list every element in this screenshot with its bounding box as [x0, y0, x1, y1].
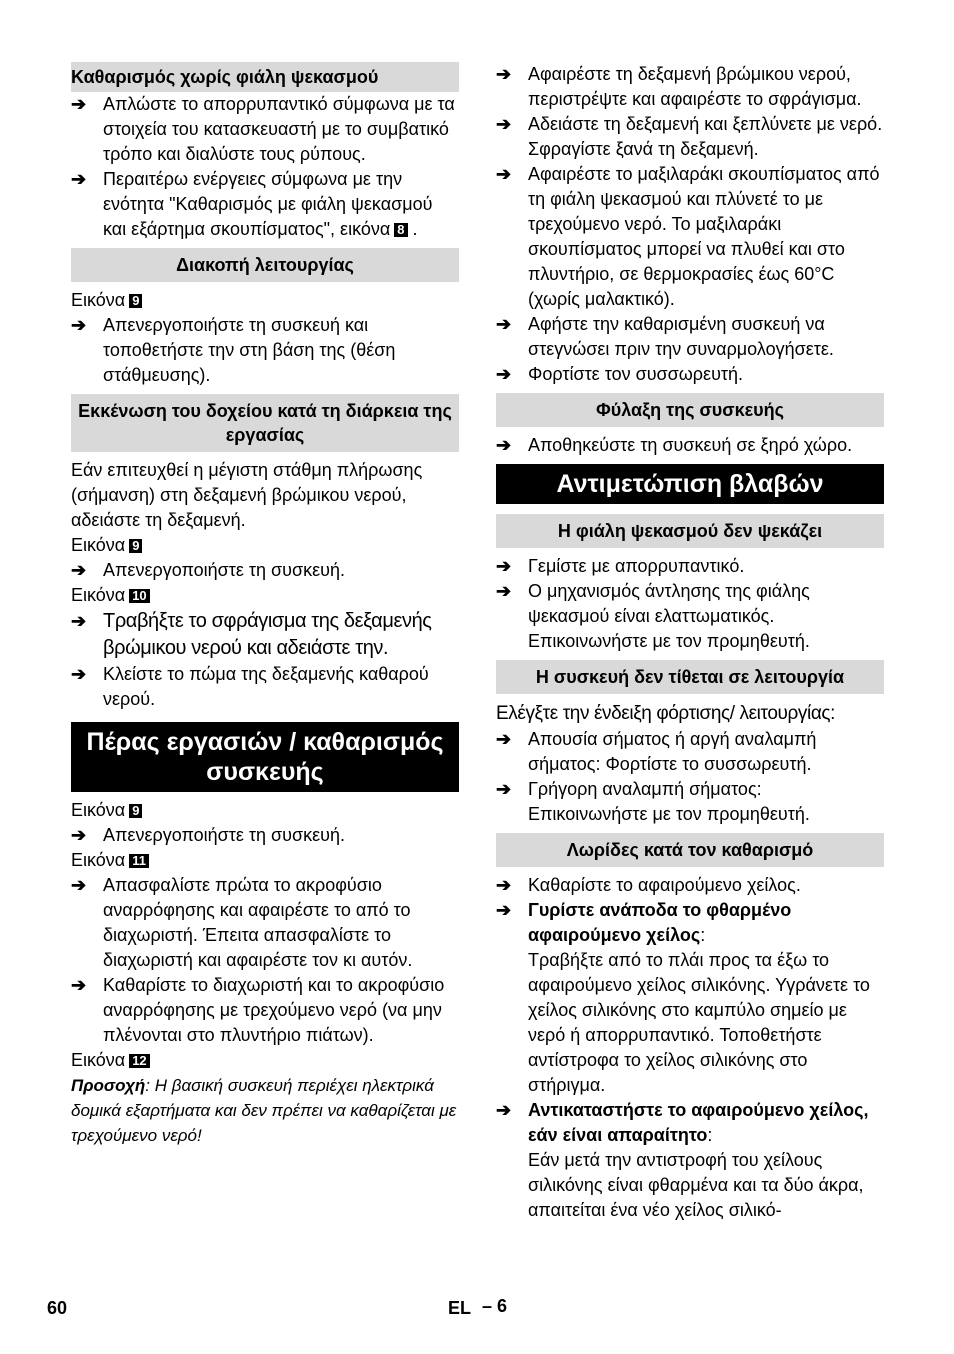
list-item: ➔ Απενεργοποιήστε τη συσκευή. [71, 558, 459, 583]
arrow-icon: ➔ [496, 729, 512, 749]
arrow-icon: ➔ [496, 364, 512, 384]
figure-ref: Εικόνα 10 [71, 583, 459, 608]
section-heading: Η φιάλη ψεκασμού δεν ψεκάζει [496, 514, 884, 548]
page-sub-number: – 6 [482, 1296, 508, 1316]
list-item: ➔ Απασφαλίστε πρώτα το ακροφύσιο αναρρόφησης και αφαιρέστε το από το διαχωριστή. Έπειτα απασφαλίστε το διαχωριστή και αφαιρέστε τον κι αυτόν. [71, 873, 459, 973]
list-item: ➔ Αδειάστε τη δεξαμενή και ξεπλύνετε με νερό. Σφραγίστε ξανά τη δεξαμενή. [496, 112, 884, 162]
section-heading: Η συσκευή δεν τίθεται σε λειτουργία [496, 660, 884, 694]
language-code: EL [448, 1298, 472, 1318]
chapter-heading: Αντιμετώπιση βλαβών [496, 464, 884, 504]
list-item: ➔ Απουσία σήματος ή αργή αναλαμπή σήματος: Φορτίστε το συσσωρευτή. [496, 727, 884, 777]
list-item: ➔ Αντικαταστήστε το αφαιρούμενο χείλος, εάν είναι απαραίτητο: Εάν μετά την αντιστροφή του χείλους σιλικόνης είναι φθαρμένα και τα δύο άκρα, απαιτείται ένα νέο χείλος σιλικό- [496, 1098, 884, 1223]
list-item: ➔ Φορτίστε τον συσσωρευτή. [496, 362, 884, 387]
list-item: ➔ Περαιτέρω ενέργειες σύμφωνα με την ενότητα "Καθαρισμός με φιάλη ψεκασμού και εξάρτημα σκουπίσματος", εικόνα 8 . [71, 167, 459, 242]
arrow-icon: ➔ [71, 825, 87, 845]
arrow-icon: ➔ [496, 114, 512, 134]
right-column [496, 62, 884, 1223]
list-item: ➔ Γρήγορη αναλαμπή σήματος: Επικοινωνήστε με τον προμηθευτή. [496, 777, 884, 827]
section-heading: Φύλαξη της συσκευής [496, 393, 884, 427]
figure-ref: Εικόνα 9 [71, 288, 459, 313]
arrow-icon: ➔ [496, 875, 512, 895]
section-heading: Εκκένωση του δοχείου κατά τη διάρκεια της εργασίας [71, 394, 459, 452]
figure-ref: Εικόνα 12 [71, 1048, 459, 1073]
figure-ref: Εικόνα 11 [71, 848, 459, 873]
figure-number: 8 [394, 223, 407, 237]
paragraph: Ελέγξτε την ένδειξη φόρτισης/ λειτουργίας: [496, 703, 836, 724]
arrow-icon: ➔ [496, 581, 512, 601]
section-heading: Λωρίδες κατά τον καθαρισμό [496, 833, 884, 867]
list-item: ➔ Τραβήξτε το σφράγισμα της δεξαμενής βρώμικου νερού και αδειάστε την. [71, 608, 459, 662]
arrow-icon: ➔ [496, 314, 512, 334]
figure-ref: Εικόνα 9 [71, 798, 459, 823]
arrow-icon: ➔ [496, 779, 512, 799]
list-item: ➔ Καθαρίστε το αφαιρούμενο χείλος. [496, 873, 884, 898]
arrow-icon: ➔ [71, 611, 86, 631]
list-item: ➔ Κλείστε το πώμα της δεξαμενής καθαρού νερού. [71, 662, 459, 712]
arrow-icon: ➔ [71, 315, 87, 335]
list-item: ➔ Ο μηχανισμός άντλησης της φιάλης ψεκασμού είναι ελαττωματικός. Επικοινωνήστε με τον προμηθευτή. [496, 579, 884, 654]
list-item: ➔ Απενεργοποιήστε τη συσκευή και τοποθετήστε την στη βάση της (θέση στάθμευσης). [71, 313, 459, 388]
list-item: ➔ Γυρίστε ανάποδα το φθαρμένο αφαιρούμενο χείλος: Τραβήξτε από το πλάι προς τα έξω το αφαιρούμενο χείλος σιλικόνης. Υγράνετε το χείλος σιλικόνης στο καμπύλο σημείο με νερό ή απορρυπαντικό. Τοποθετήστε αντίστροφα το χείλος σιλικόνης στο στήριγμα. [496, 898, 884, 1098]
arrow-icon: ➔ [496, 556, 512, 576]
list-item: ➔ Αποθηκεύστε τη συσκευή σε ξηρό χώρο. [496, 433, 884, 458]
list-item: ➔ Απενεργοποιήστε τη συσκευή. [71, 823, 459, 848]
list-item: ➔ Γεμίστε με απορρυπαντικό. [496, 554, 884, 579]
chapter-heading: Πέρας εργασιών / καθαρισμός συσκευής [71, 722, 459, 792]
arrow-icon: ➔ [496, 900, 512, 920]
arrow-icon: ➔ [71, 94, 87, 114]
arrow-icon: ➔ [496, 1100, 512, 1120]
arrow-icon: ➔ [71, 975, 87, 995]
arrow-icon: ➔ [496, 164, 512, 184]
arrow-icon: ➔ [71, 664, 87, 684]
warning-note: Προσοχή: Η βασική συσκευή περιέχει ηλεκτρικά δομικά εξαρτήματα και δεν πρέπει να καθαρίζεται με τρεχούμενο νερό! [71, 1076, 457, 1145]
list-item: ➔ Απλώστε το απορρυπαντικό σύμφωνα με τα στοιχεία του κατασκευαστή με το συμβατικό τρόπο και διαλύστε τους ρύπους. [71, 92, 459, 167]
arrow-icon: ➔ [496, 435, 512, 455]
arrow-icon: ➔ [71, 169, 87, 189]
arrow-icon: ➔ [496, 64, 512, 84]
paragraph: Εάν επιτευχθεί η μέγιστη στάθμη πλήρωσης (σήμανση) στη δεξαμενή βρώμικου νερού, αδειάστε τη δεξαμενή. [71, 460, 423, 530]
section-heading: Διακοπή λειτουργίας [71, 248, 459, 282]
list-item: ➔ Καθαρίστε το διαχωριστή και το ακροφύσιο αναρρόφησης με τρεχούμενο νερό (να μην πλένονται στο πλυντήριο πιάτων). [71, 973, 459, 1048]
arrow-icon: ➔ [71, 560, 87, 580]
section-heading: Καθαρισμός χωρίς φιάλη ψεκασμού [71, 62, 459, 92]
figure-ref: Εικόνα 9 [71, 533, 459, 558]
list-item: ➔ Αφήστε την καθαρισμένη συσκευή να στεγνώσει πριν την συναρμολογήσετε. [496, 312, 884, 362]
left-column [71, 62, 459, 1148]
list-item: ➔ Αφαιρέστε τη δεξαμενή βρώμικου νερού, περιστρέψτε και αφαιρέστε το σφράγισμα. [496, 62, 884, 112]
page-number: 60 [47, 1298, 68, 1318]
list-item: ➔ Αφαιρέστε το μαξιλαράκι σκουπίσματος από τη φιάλη ψεκασμού και πλύνετέ το με τρεχούμενο νερό. Το μαξιλαράκι σκουπίσματος μπορεί να πλυθεί και στο πλυντήριο, σε θερμοκρασίες έως 60°C (χωρίς μαλακτικό). [496, 162, 884, 312]
arrow-icon: ➔ [71, 875, 87, 895]
